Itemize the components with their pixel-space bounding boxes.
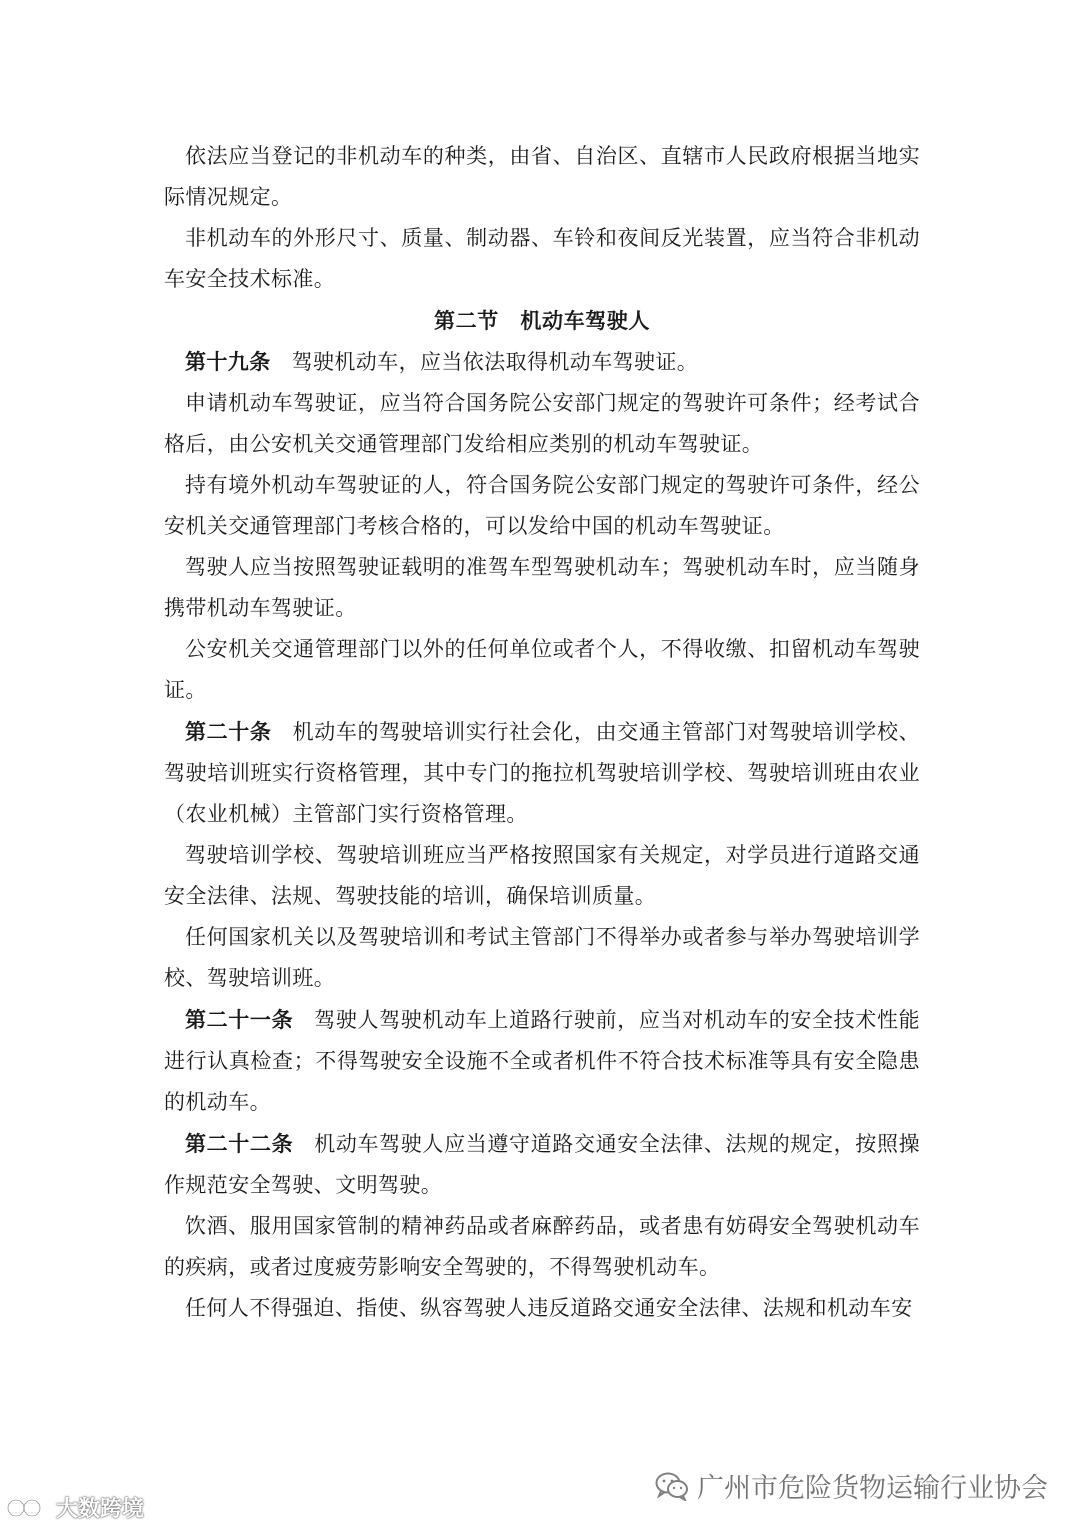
paragraph: 任何人不得强迫、指使、纵容驾驶人违反道路交通安全法律、法规和机动车安 <box>185 1296 913 1320</box>
paragraph: 饮酒、服用国家管制的精神药品或者麻醉药品，或者患有妨碍安全驾驶机动车的疾病，或者过度疲劳影响安全驾驶的，不得驾驶机动车。 <box>164 1214 920 1279</box>
article-label: 第二十条 <box>185 719 272 744</box>
watermark-association <box>655 1466 1048 1505</box>
wechat-icon <box>655 1471 689 1501</box>
watermark-text: 广州市危险货物运输行业协会 <box>697 1473 1048 1504</box>
paragraph: 驾驶人应当按照驾驶证载明的准驾车型驾驶机动车；驾驶机动车时，应当随身携带机动车驾驶证。 <box>164 555 920 620</box>
article-label: 第十九条 <box>185 349 271 374</box>
paragraph: 非机动车的外形尺寸、质量、制动器、车铃和夜间反光装置，应当符合非机动车安全技术标准。 <box>164 226 920 291</box>
article-21 <box>164 999 920 1123</box>
paragraph: 公安机关交通管理部门以外的任何单位或者个人，不得收缴、扣留机动车驾驶证。 <box>164 637 920 702</box>
article-label: 第二十二条 <box>185 1131 294 1156</box>
document-page <box>164 136 920 1329</box>
section-title: 第二节 机动车驾驶人 <box>434 308 650 333</box>
paragraph: 驾驶培训学校、驾驶培训班应当严格按照国家有关规定，对学员进行道路交通安全法律、法规、驾驶技能的培训，确保培训质量。 <box>164 843 920 908</box>
paragraph: 申请机动车驾驶证，应当符合国务院公安部门规定的驾驶许可条件；经考试合格后，由公安机关交通管理部门发给相应类别的机动车驾驶证。 <box>164 391 920 456</box>
article-20 <box>164 711 920 835</box>
article-text: 机动车的驾驶培训实行社会化，由交通主管部门对驾驶培训学校、驾驶培训班实行资格管理，其中专门的拖拉机驾驶培训学校、驾驶培训班由农业（农业机械）主管部门实行资格管理。 <box>164 720 920 826</box>
article-text: 驾驶机动车，应当依法取得机动车驾驶证。 <box>291 350 699 374</box>
dashujingjing-logo-icon <box>6 1495 50 1521</box>
article-label: 第二十一条 <box>185 1007 294 1032</box>
paragraph: 持有境外机动车驾驶证的人，符合国务院公安部门规定的驾驶许可条件，经公安机关交通管理部门考核合格的，可以发给中国的机动车驾驶证。 <box>164 473 920 538</box>
article-text: 驾驶人驾驶机动车上道路行驶前，应当对机动车的安全技术性能进行认真检查；不得驾驶安全设施不全或者机件不符合技术标准等具有安全隐患的机动车。 <box>164 1008 920 1114</box>
article-text: 机动车驾驶人应当遵守道路交通安全法律、法规的规定，按照操作规范安全驾驶、文明驾驶。 <box>164 1132 920 1197</box>
watermark-brand <box>6 1492 144 1523</box>
paragraph: 任何国家机关以及驾驶培训和考试主管部门不得举办或者参与举办驾驶培训学校、驾驶培训班。 <box>164 925 920 990</box>
paragraph: 依法应当登记的非机动车的种类，由省、自治区、直辖市人民政府根据当地实际情况规定。 <box>164 144 920 209</box>
watermark-text: 大数跨境 <box>56 1497 145 1522</box>
article-22 <box>164 1123 920 1206</box>
article-19 <box>164 341 920 383</box>
